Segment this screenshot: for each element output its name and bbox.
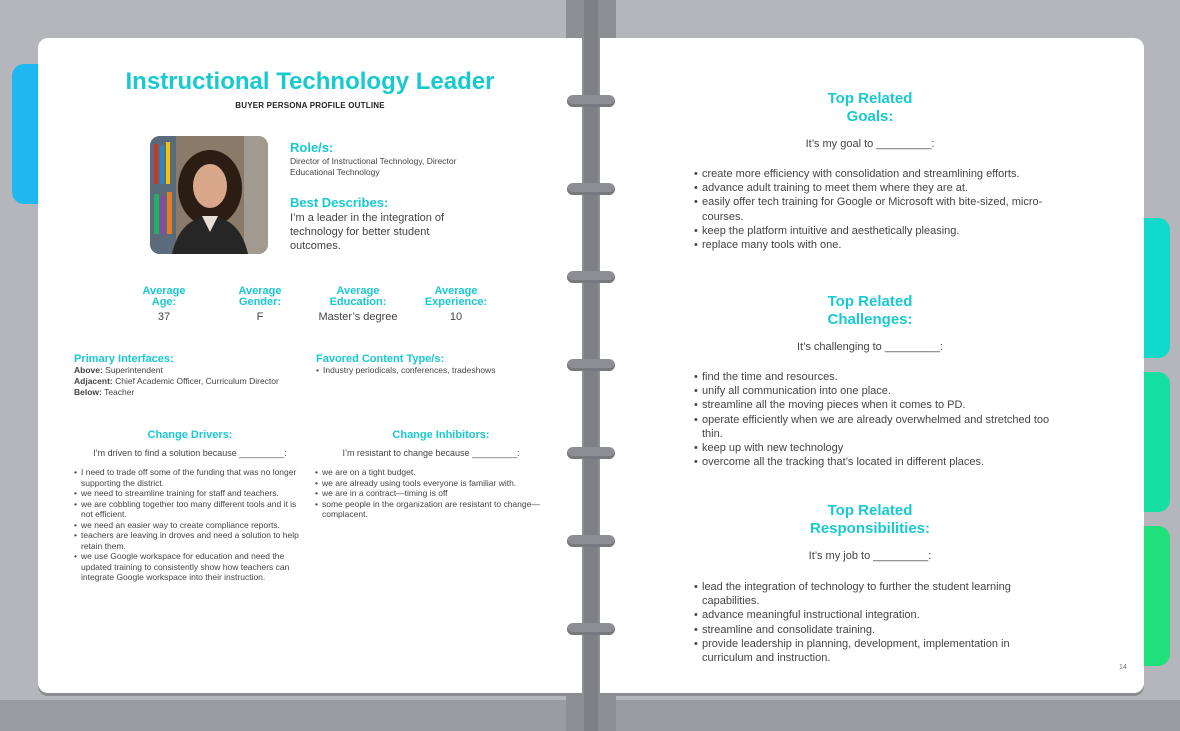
goals-title: Top Related Goals: xyxy=(827,90,913,125)
stat-experience: Average Experience: 10 xyxy=(424,285,488,323)
list-item: • replace many tools with one. xyxy=(694,238,1054,252)
list-item: • we need to streamline training for staff and teachers. xyxy=(74,488,306,499)
binder-ring xyxy=(567,359,615,371)
goals-list xyxy=(694,167,1054,252)
list-item: • find the time and resources. xyxy=(694,370,1054,384)
list-item: • operate efficiently when we are already overwhelmed and stretched too thin. xyxy=(694,413,1054,441)
list-item: • we are in a contract—timing is off xyxy=(315,488,547,499)
list-item: • unify all communication into one place. xyxy=(694,384,1054,398)
favored-content: Favored Content Type/s: • Industry periodicals, conferences, tradeshows xyxy=(316,353,546,376)
stat-age: Average Age: 37 xyxy=(142,285,186,323)
binder-ring xyxy=(567,447,615,459)
list-item: • provide leadership in planning, development, implementation in curriculum and instruction. xyxy=(694,637,1044,665)
page-number: 14 xyxy=(1119,664,1127,671)
binder-ring xyxy=(567,623,615,635)
persona-title: Instructional Technology Leader xyxy=(125,68,495,95)
persona-subtitle: BUYER PERSONA PROFILE OUTLINE xyxy=(235,101,385,110)
binder-ring xyxy=(567,183,615,195)
list-item: • keep the platform intuitive and aesthetically pleasing. xyxy=(694,224,1054,238)
list-item: • we are already using tools everyone is familiar with. xyxy=(315,478,547,489)
list-item: • lead the integration of technology to further the student learning capabilities. xyxy=(694,580,1044,608)
persona-photo xyxy=(150,136,268,254)
responsibilities-title: Top Related Responsibilities: xyxy=(809,502,931,537)
change-inhibitors: Change Inhibitors: I’m resistant to change because _________: • we are on a tight budget. • we are already using tools everyone is familiar with. • we are in a contract—timing is off • some people in the organization are resistant to change—complacent. xyxy=(315,429,547,520)
list-item: • some people in the organization are resistant to change—complacent. xyxy=(315,499,547,520)
challenges-list xyxy=(694,370,1054,469)
list-item: • overcome all the tracking that’s located in different places. xyxy=(694,455,1054,469)
change-drivers: Change Drivers: I’m driven to find a solution because _________: • I need to trade off some of the funding that was no longer supporting the district. • we need to streamline training for staff and teachers. • we are cobbling together too many different tools and it is not efficient. • we need an easier way to create compliance reports. • teachers are leaving in droves and need a solution to help retain them. • we use Google workspace for education and need the updated training to consistently show how teachers can integrate Google workspace into their instruction. xyxy=(74,429,306,583)
challenges-title: Top Related Challenges: xyxy=(827,293,913,328)
goals-prompt: It’s my goal to _________: xyxy=(805,138,935,150)
stat-education: Average Education: Master’s degree xyxy=(318,285,398,323)
binder-ring xyxy=(567,271,615,283)
stat-gender: Average Gender: F xyxy=(238,285,282,323)
list-item: • we need an easier way to create compliance reports. xyxy=(74,520,306,531)
list-item: • we use Google workspace for education and need the updated training to consistently show how teachers can integrate Google workspace into their instruction. xyxy=(74,551,306,583)
list-item: • streamline all the moving pieces when it comes to PD. xyxy=(694,398,1054,412)
responsibilities-list xyxy=(694,580,1044,665)
list-item: • streamline and consolidate training. xyxy=(694,623,1044,637)
list-item: • we are on a tight budget. xyxy=(315,467,547,478)
list-item: • keep up with new technology xyxy=(694,441,1054,455)
primary-interfaces: Primary Interfaces: Above: Superintendent Adjacent: Chief Academic Officer, Curriculum Director Below: Teacher xyxy=(74,353,279,397)
best-describes-text: I’m a leader in the integration of technology for better student outcomes. xyxy=(290,212,445,252)
list-item: • create more efficiency with consolidation and streamlining efforts. xyxy=(694,167,1054,181)
role-text: Director of Instructional Technology, Director Educational Technology xyxy=(290,156,457,177)
challenges-prompt: It’s challenging to _________: xyxy=(797,341,943,353)
list-item: • I need to trade off some of the funding that was no longer supporting the district. xyxy=(74,467,306,488)
binder-ring xyxy=(567,535,615,547)
list-item: • advance meaningful instructional integration. xyxy=(694,608,1044,622)
list-item: • advance adult training to meet them where they are at. xyxy=(694,181,1054,195)
role-heading: Role/s: xyxy=(290,140,334,155)
responsibilities-prompt: It’s my job to _________: xyxy=(808,550,932,562)
list-item: • easily offer tech training for Google or Microsoft with bite-sized, micro-courses. xyxy=(694,195,1054,223)
list-item: • we are cobbling together too many different tools and it is not efficient. xyxy=(74,499,306,520)
best-describes-heading: Best Describes: xyxy=(290,195,389,210)
list-item: • teachers are leaving in droves and need a solution to help retain them. xyxy=(74,530,306,551)
